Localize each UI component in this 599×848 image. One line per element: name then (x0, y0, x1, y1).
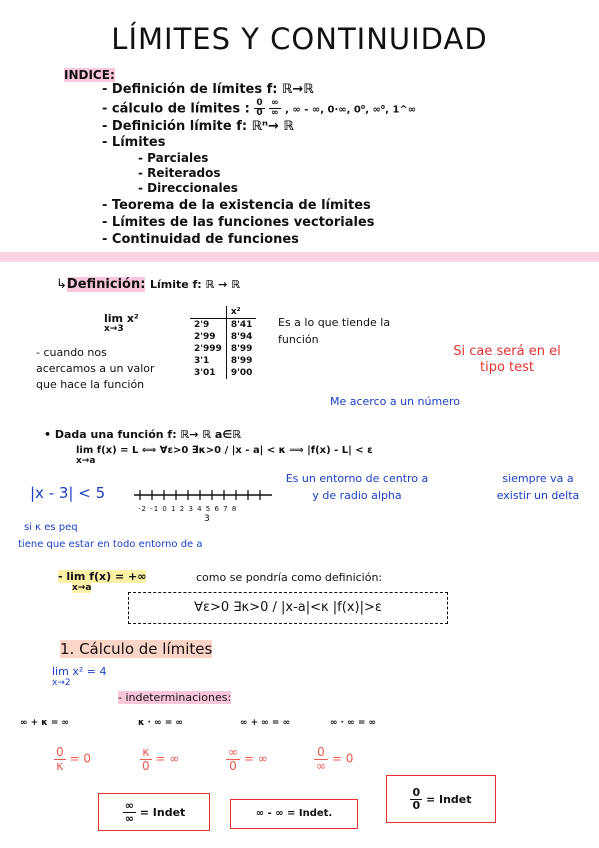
definicion-heading: ↳Definición: Límite f: ℝ → ℝ (56, 277, 241, 292)
fraction-zero-zero: $\frac{0}{0}$ (256, 98, 263, 119)
values-table: x² 2'9 8'41 2'99 8'94 2'999 8'99 3'1 8'99 3'01 9'00 (190, 306, 256, 379)
note-entorno: Es un entorno de centro a y de radio alpha (285, 472, 429, 502)
page-title: LÍMITES Y CONTINUIDAD (111, 22, 488, 56)
note-siempre: siempre va a existir un delta (496, 472, 580, 502)
fraction-inf-inf: $\frac{\infty}{\infty}$ (271, 98, 279, 119)
note-tiende: Es a lo que tiende la función (278, 316, 391, 346)
rule-1: ∞ + κ = ∞ (20, 718, 70, 728)
note-tipo-test: Si cae será en el tipo test (453, 344, 561, 375)
index-item-vectoriales: - Límites de las funciones vectoriales (102, 215, 375, 230)
index-item-calculo: - cálculo de límites : $\frac{0}{0}$ $\frac{\infty}{\infty}$ , ∞ - ∞, 0·∞, 0⁰, ∞⁰, 1^∞ (102, 98, 417, 119)
rule-3: ∞ + ∞ = ∞ (240, 718, 291, 728)
table-row: 3'01 9'00 (190, 367, 256, 379)
number-line-center: 3 (204, 514, 210, 524)
infinite-note: como se pondría como definición: (196, 571, 383, 584)
note-peq: si κ es peq (24, 522, 78, 533)
frac-rule-1: $\frac{0}{\kappa}$ = 0 (56, 745, 91, 773)
indet-box-zero-zero: $\frac{0}{0}$ = Indet (386, 775, 496, 823)
number-line (132, 486, 274, 504)
infinite-limit: - lim f(x) = +∞ x→a (58, 570, 147, 593)
indet-box-inf-minus-inf: ∞ - ∞ = Indet. (230, 799, 358, 829)
note-todo-entorno: tiene que estar en todo entorno de a (18, 539, 203, 550)
table-row: 3'1 8'99 (190, 355, 256, 367)
indeterminaciones-label: - indeterminaciones: (118, 691, 232, 704)
frac-rule-3: $\frac{\infty}{0}$ = ∞ (228, 745, 268, 773)
index-item-definicion-rn: - Definición límite f: ℝⁿ→ ℝ (102, 119, 294, 134)
index-sub-direccionales: - Direccionales (138, 181, 238, 195)
index-item-continuidad: - Continuidad de funciones (102, 232, 299, 247)
index-label: INDICE: (64, 68, 115, 82)
table-row: 2'999 8'99 (190, 343, 256, 355)
calculo-heading: 1. Cálculo de límites (60, 640, 213, 658)
index-sub-parciales: - Parciales (138, 151, 209, 165)
number-line-ticks: -2 -1 0 1 2 3 4 5 6 7 8 (138, 505, 238, 513)
infinite-definition-box: ∀ε>0 ∃κ>0 / |x-a|<κ |f(x)|>ε (128, 592, 448, 624)
table-row: 2'99 8'94 (190, 331, 256, 343)
abs-value-example: |x - 3| < 5 (30, 484, 106, 502)
table-row: 2'9 8'41 (190, 319, 256, 332)
section-divider (0, 252, 599, 262)
lim-x-squared: lim x² x→3 (104, 312, 139, 334)
index-item-limites: - Límites (102, 135, 166, 150)
formal-definition: lim f(x) = L ⟺ ∀ε>0 ∃κ>0 / |x - a| < κ ⟹ |f(x) - L| < ε x→a (76, 445, 373, 466)
calculo-example: lim x² = 4 x→2 (52, 665, 107, 688)
frac-rule-4: $\frac{0}{\infty}$ = 0 (316, 745, 354, 773)
index-item-teorema: - Teorema de la existencia de límites (102, 198, 371, 213)
index-sub-reiterados: - Reiterados (138, 166, 221, 180)
note-acercamos: - cuando nos acercamos a un valor que hace la función (36, 346, 155, 391)
frac-rule-2: $\frac{\kappa}{0}$ = ∞ (142, 745, 180, 773)
index-item-definicion: - Definición de límites f: ℝ→ℝ (102, 82, 314, 97)
rule-4: ∞ · ∞ = ∞ (330, 718, 376, 728)
indet-box-inf-inf: $\frac{\infty}{\infty}$ = Indet (98, 793, 210, 831)
rule-2: κ · ∞ = ∞ (138, 718, 183, 728)
dada-funcion: • Dada una función f: ℝ→ ℝ a∈ℝ (44, 428, 242, 441)
note-acerco: Me acerco a un número (330, 395, 460, 408)
